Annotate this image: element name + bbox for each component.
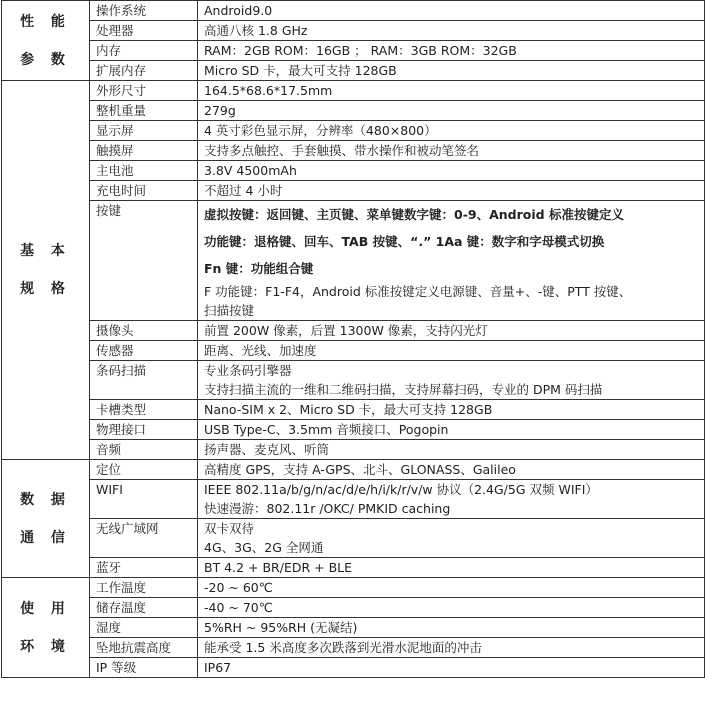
spec-value <box>198 519 705 558</box>
spec-value-line: Android9.0 <box>204 3 273 18</box>
spec-label: 扩展内存 <box>90 61 198 81</box>
spec-value-line: 前置 200W 像素，后置 1300W 像素，支持闪光灯 <box>204 323 488 338</box>
spec-value-line: Micro SD 卡，最大可支持 128GB <box>204 63 397 78</box>
spec-label: IP 等级 <box>90 658 198 678</box>
spec-value <box>198 400 705 420</box>
spec-row <box>2 201 705 321</box>
spec-row <box>2 61 705 81</box>
group-title-line: 数 据 <box>20 491 71 508</box>
spec-label: 音频 <box>90 440 198 460</box>
spec-value-line: 扬声器、麦克风、听筒 <box>204 442 330 457</box>
spec-value <box>198 101 705 121</box>
spec-value <box>198 61 705 81</box>
spec-row <box>2 361 705 400</box>
spec-row <box>2 480 705 519</box>
spec-value-line: 4 英寸彩色显示屏，分辨率（480×800） <box>204 123 437 138</box>
spec-label: 条码扫描 <box>90 361 198 400</box>
spec-value-line: 双卡双待 <box>204 521 255 536</box>
spec-label: 蓝牙 <box>90 558 198 578</box>
spec-value <box>198 1 705 21</box>
spec-value-line: RAM：2GB ROM：16GB ； RAM：3GB ROM：32GB <box>204 43 517 58</box>
spec-value <box>198 618 705 638</box>
spec-value-line: -40 ~ 70℃ <box>204 600 273 615</box>
group-title-line: 环 境 <box>20 638 71 655</box>
spec-row <box>2 578 705 598</box>
spec-value <box>198 658 705 678</box>
spec-value <box>198 638 705 658</box>
spec-value-line-bold: 虚拟按键：返回键、主页键、菜单键数字键：0-9、Android 标准按键定义 <box>204 207 624 222</box>
spec-value <box>198 558 705 578</box>
spec-value-line: 3.8V 4500mAh <box>204 163 297 178</box>
spec-value-line-bold: Fn 键：功能组合键 <box>204 261 314 276</box>
spec-value <box>198 201 705 321</box>
spec-value-line: 高通八核 1.8 GHz <box>204 23 308 38</box>
spec-value <box>198 440 705 460</box>
spec-value-line: 不超过 4 小时 <box>204 183 283 198</box>
spec-label: 卡槽类型 <box>90 400 198 420</box>
spec-label: 触摸屏 <box>90 141 198 161</box>
spec-row <box>2 21 705 41</box>
spec-label: 无线广域网 <box>90 519 198 558</box>
spec-label: WIFI <box>90 480 198 519</box>
spec-label: 按键 <box>90 201 198 321</box>
group-title-line: 规 格 <box>20 281 71 297</box>
spec-value-line: 能承受 1.5 米高度多次跌落到光滑水泥地面的冲击 <box>204 640 482 655</box>
spec-row <box>2 341 705 361</box>
spec-value <box>198 321 705 341</box>
spec-label: 外形尺寸 <box>90 81 198 101</box>
spec-value <box>198 341 705 361</box>
spec-row <box>2 400 705 420</box>
spec-label: 摄像头 <box>90 321 198 341</box>
spec-row <box>2 420 705 440</box>
spec-value-line: 支持多点触控、手套触摸、带水操作和被动笔签名 <box>204 143 480 158</box>
spec-value <box>198 41 705 61</box>
spec-value <box>198 81 705 101</box>
spec-row <box>2 161 705 181</box>
spec-label: 内存 <box>90 41 198 61</box>
spec-value <box>198 161 705 181</box>
spec-row <box>2 41 705 61</box>
spec-value-line: 距离、光线、加速度 <box>204 343 317 358</box>
spec-row <box>2 181 705 201</box>
spec-value-line: IP67 <box>204 660 232 675</box>
spec-row <box>2 440 705 460</box>
spec-value <box>198 141 705 161</box>
group-title-line: 性 能 <box>20 13 71 30</box>
spec-value-line: 高精度 GPS，支持 A-GPS、北斗、GLONASS、Galileo <box>204 462 516 477</box>
group-title-line: 通 信 <box>20 529 71 546</box>
group-title <box>2 460 90 578</box>
spec-table-body <box>2 1 705 678</box>
spec-value-line: 4G、3G、2G 全网通 <box>204 540 324 555</box>
spec-value <box>198 480 705 519</box>
spec-value-line: Nano-SIM x 2、Micro SD 卡，最大可支持 128GB <box>204 402 493 417</box>
spec-value-line: IEEE 802.11a/b/g/n/ac/d/e/h/i/k/r/v/w 协议（2.4G/5G 双频 WIFI） <box>204 482 598 497</box>
group-title-line: 使 用 <box>20 600 71 617</box>
spec-value <box>198 420 705 440</box>
spec-label: 物理接口 <box>90 420 198 440</box>
spec-value <box>198 361 705 400</box>
group-title-line: 基 本 <box>20 243 71 259</box>
spec-row <box>2 658 705 678</box>
spec-label: 处理器 <box>90 21 198 41</box>
group-title <box>2 578 90 678</box>
spec-value <box>198 578 705 598</box>
spec-row <box>2 321 705 341</box>
spec-row <box>2 519 705 558</box>
spec-value <box>198 121 705 141</box>
spec-value <box>198 460 705 480</box>
spec-label: 整机重量 <box>90 101 198 121</box>
spec-value-line: 164.5*68.6*17.5mm <box>204 83 333 98</box>
spec-row <box>2 638 705 658</box>
spec-label: 传感器 <box>90 341 198 361</box>
group-title <box>2 81 90 460</box>
spec-row <box>2 618 705 638</box>
spec-value-line: 专业条码引擎器 <box>204 363 292 378</box>
spec-label: 湿度 <box>90 618 198 638</box>
spec-value <box>198 181 705 201</box>
spec-value-line-bold: 功能键：退格键、回车、TAB 按键、“.” 1Aa 键：数字和字母模式切换 <box>204 234 605 249</box>
spec-row <box>2 598 705 618</box>
spec-value-line: BT 4.2 + BR/EDR + BLE <box>204 560 353 575</box>
spec-value-line: 5%RH ~ 95%RH (无凝结) <box>204 620 358 635</box>
spec-row <box>2 101 705 121</box>
group-title <box>2 1 90 81</box>
spec-value-line: 快速漫游：802.11r /OKC/ PMKID caching <box>204 501 451 516</box>
spec-row <box>2 1 705 21</box>
spec-row <box>2 81 705 101</box>
spec-value-line: F 功能键：F1-F4，Android 标准按键定义电源键、音量+、-键、PTT 按键、 <box>204 284 632 299</box>
spec-label: 操作系统 <box>90 1 198 21</box>
spec-label: 主电池 <box>90 161 198 181</box>
spec-value-line: USB Type-C、3.5mm 音频接口、Pogopin <box>204 422 449 437</box>
spec-label: 充电时间 <box>90 181 198 201</box>
spec-label: 显示屏 <box>90 121 198 141</box>
spec-value-line: 扫描按键 <box>204 303 255 318</box>
spec-value <box>198 598 705 618</box>
spec-label: 储存温度 <box>90 598 198 618</box>
spec-label: 工作温度 <box>90 578 198 598</box>
spec-value <box>198 21 705 41</box>
spec-table <box>1 0 705 678</box>
spec-value-line: 支持扫描主流的一维和二维码扫描，支持屏幕扫码，专业的 DPM 码扫描 <box>204 382 603 397</box>
spec-label: 定位 <box>90 460 198 480</box>
spec-value-line: 279g <box>204 103 236 118</box>
spec-row <box>2 141 705 161</box>
group-title-line: 参 数 <box>20 51 71 68</box>
spec-value-line: -20 ~ 60℃ <box>204 580 273 595</box>
spec-row <box>2 460 705 480</box>
spec-row <box>2 558 705 578</box>
spec-row <box>2 121 705 141</box>
spec-label: 坠地抗震高度 <box>90 638 198 658</box>
